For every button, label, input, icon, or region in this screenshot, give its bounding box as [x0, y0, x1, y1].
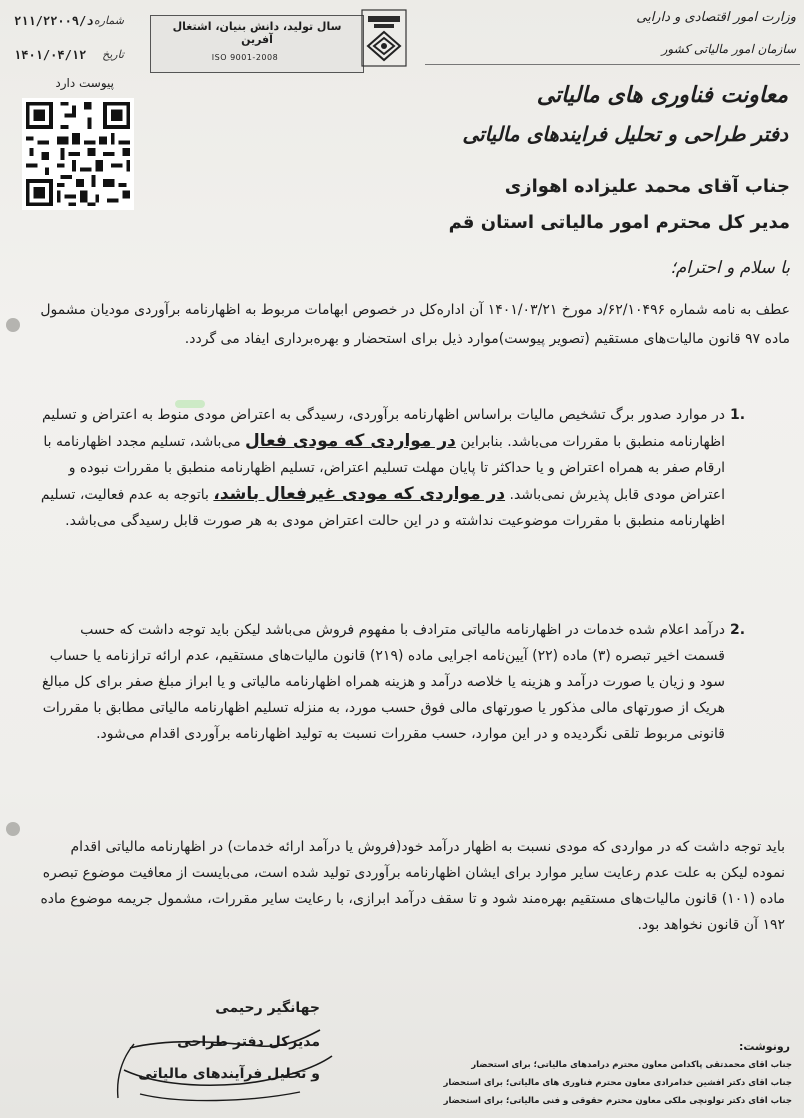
item-1-emphasis-inactive: در مواردی که مودی غیرفعال باشد، [213, 484, 506, 504]
cc-line: جناب آقای دکتر تولونچی ملکی معاون محترم حقوقی و فنی مالیاتی؛ برای استحضار [443, 1096, 792, 1106]
letter-date-row [14, 48, 124, 64]
item-1-emphasis-active: در مواردی که مودی فعال [245, 431, 456, 451]
item-2-paragraph: درآمد اعلام شده خدمات در اظهارنامه مالیاتی مترادف با مفهوم فروش می‌باشد لیکن باید توجه داشت که حسب قسمت اخیر تبصره (۳) ماده (۲۲) آیین‌نامه اجرایی ماده (۲۱۹) قانون مالیات‌های مستقیم، عدم ارائه ترازنامه یا حساب سود و زیان یا صورت درآمد و هزینه یا خلاصه درآمد و هزینه همراه اظهارنامه مالیاتی و یا ابراز مبلغ صفر برای کل مبالغ هریک از صورتهای مالی مذکور یا صورتهای مالی فوق حسب مورد، به منزله تسلیم اظهارنامه مالیاتی مطابق با مقررات قانونی مربوط تلقی نگردیده و در این موارد، حسب مقررات نسبت به تولید اظهارنامه برآوردی اقدام می‌شود. [42, 622, 725, 742]
iso-certification: ISO 9001-2008 [211, 53, 279, 62]
letter-number-row [14, 14, 124, 30]
signatory-name: جهانگیر رحیمی [215, 1000, 320, 1016]
item-1-text-c: باتوجه به عدم فعالیت، تسلیم اظهارنامه منطبق با مقررات موضوعیت نداشته و در این حالت اعتراض مودی به هر صورت قابل رسیدگی می‌باشد. [40, 487, 725, 529]
ministry-name: وزارت امور اقتصادی و دارایی [636, 10, 796, 25]
greeting: با سلام و احترام؛ [670, 258, 790, 278]
handwritten-signature [110, 1008, 340, 1108]
recipient-title: مدیر کل محترم امور مالیاتی استان قم [448, 212, 790, 233]
cc-line: جناب آقای دکتر افشین خدامرادی معاون محترم فناوری های مالیاتی؛ برای استحضار [443, 1078, 792, 1088]
letter-number-label: شماره [93, 14, 124, 27]
emblem-logo [360, 8, 408, 68]
item-1-text-a: در موارد صدور برگ تشخیص مالیات براساس اظهارنامه برآوردی، رسیدگی به اعتراض مودی منوط به اعتراض و تسلیم اظهارنامه منطبق با مقررات می‌باشد. بنابراین [41, 407, 725, 450]
header-divider [425, 64, 800, 65]
letter-date-label: تاریخ [102, 48, 124, 61]
organization-name: سازمان امور مالیاتی کشور [661, 42, 796, 56]
signatory-title: مدیرکل دفتر طراحی [177, 1034, 320, 1050]
punch-hole [6, 822, 20, 836]
intro-paragraph: عطف به نامه شماره ۶۲/۱۰۴۹۶/د مورخ ۱۴۰۱/۰۳/۲۱ آن اداره‌کل در خصوص ابهامات مربوط به اظهارنامه برآوردی مودیان مشمول ماده ۹۷ قانون مالیات‌های مستقیم (تصویر پیوست)موارد ذیل برای استحضار و بهره‌برداری ایفاد می گردد. [40, 302, 790, 347]
attachment-note: پیوست دارد [55, 76, 114, 90]
cc-line: جناب آقای محمدتقی پاکدامن معاون محترم درآمدهای مالیاتی؛ برای استحضار [471, 1060, 792, 1070]
punch-hole [6, 318, 20, 332]
cc-label: رونوشت: [738, 1040, 790, 1053]
qr-code [22, 98, 134, 210]
closing-paragraph: باید توجه داشت که در مواردی که مودی نسبت به اظهار درآمد خود(فروش یا درآمد ارائه خدمات) در اظهارنامه مالیاتی اقدام نموده لیکن به علت عدم رعایت سایر موارد برای ایشان اظهارنامه برآوردی تولید شده است، می‌بایست از معافیت موضوع تبصره ماده (۱۰۱) قانون مالیات‌های مستقیم بهره‌مند شود و تا سقف درآمد ابرازی، با رعایت سایر مقررات، مشمول جریمه موضوع ماده ۱۹۲ آن قانون نخواهد بود. [40, 839, 785, 933]
item-2-number: 2. [730, 622, 746, 638]
item-1-number: 1. [730, 407, 746, 423]
sender-deputy: معاونت فناوری های مالیاتی [536, 82, 788, 108]
recipient-name: جناب آقای محمد علیزاده اهوازی [504, 176, 790, 197]
letter-number-value: ۲۱۱/۲۲۰۰۹/د [14, 14, 94, 28]
letter-date-value: ۱۴۰۱/۰۴/۱۲ [14, 48, 87, 62]
item-1-paragraph [40, 402, 725, 534]
letter-meta [14, 14, 124, 94]
signatory-department: و تحلیل فرآیندهای مالیاتی [138, 1066, 320, 1082]
year-slogan: سال تولید، دانش بنیان، اشتغال آفرین [172, 20, 342, 46]
sender-office: دفتر طراحی و تحلیل فرایندهای مالیاتی [462, 122, 788, 146]
item-1-text-b: می‌باشد، تسلیم مجدد اظهارنامه با ارقام صفر به همراه اعتراض و یا حداکثر تا پایان مهلت تسلیم اعتراض، تسلیم اظهارنامه منطبق با مقررات نبوده و اعتراض مودی قابل پذیرش نمی‌باشد. [43, 434, 725, 503]
